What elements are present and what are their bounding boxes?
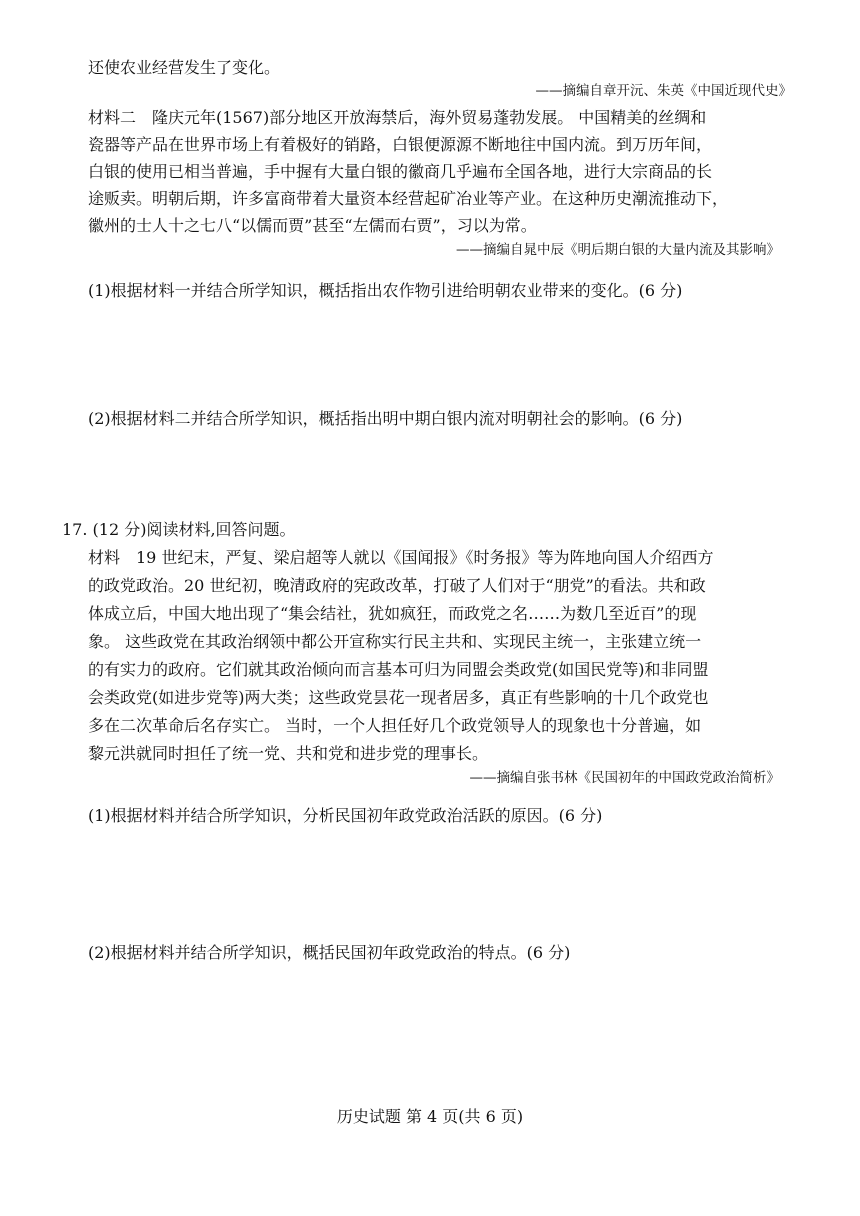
material2-line-1: 材料二 隆庆元年(1567)部分地区开放海禁后，海外贸易蓬勃发展。 中国精美的丝绸和 [88, 108, 707, 127]
q17-material-line-2: 的政党政治。20 世纪初，晚清政府的宪政改革，打破了人们对于“朋党”的看法。共和政 [88, 576, 706, 595]
material2-source: ——摘编自晁中辰《明后期白银的大量内流及其影响》 [456, 242, 780, 258]
material1-tail: 还使农业经营发生了变化。 [88, 58, 281, 77]
question-16-2: (2)根据材料二并结合所学知识，概括指出明中期白银内流对明朝社会的影响。(6 分) [88, 409, 683, 428]
material2-line-3: 白银的使用已相当普遍，手中握有大量白银的徽商几乎遍布全国各地，进行大宗商品的长 [88, 162, 713, 181]
q17-material-line-3: 体成立后，中国大地出现了“集会结社，犹如疯狂，而政党之名……为数几至近百”的现 [88, 604, 697, 623]
q17-material-source: ——摘编自张书林《民国初年的中国政党政治简析》 [469, 770, 780, 786]
material2-line-2: 瓷器等产品在世界市场上有着极好的销路，白银便源源不断地往中国内流。到万历年间， [88, 135, 713, 154]
q17-material-line-7: 多在二次革命后名存实亡。 当时，一个人担任好几个政党领导人的现象也十分普遍，如 [88, 716, 702, 735]
material2-line-5: 徽州的士人十之七八“以儒而贾”甚至“左儒而右贾”，习以为常。 [88, 216, 537, 235]
question-17-heading: 17. (12 分)阅读材料,回答问题。 [62, 520, 296, 539]
q17-material-line-4: 象。 这些政党在其政治纲领中都公开宣称实行民主共和、实现民主统一，主张建立统一 [88, 632, 702, 651]
q17-material-line-5: 的有实力的政府。它们就其政治倾向而言基本可归为同盟会类政党(如国民党等)和非同盟 [88, 660, 709, 679]
page-footer: 历史试题 第 4 页(共 6 页) [336, 1107, 524, 1126]
question-17-2: (2)根据材料并结合所学知识，概括民国初年政党政治的特点。(6 分) [88, 943, 571, 962]
q17-material-line-8: 黎元洪就同时担任了统一党、共和党和进步党的理事长。 [88, 744, 489, 763]
material1-source: ——摘编自章开沅、朱英《中国近现代史》 [535, 83, 792, 99]
question-17-1: (1)根据材料并结合所学知识，分析民国初年政党政治活跃的原因。(6 分) [88, 806, 603, 825]
q17-material-line-6: 会类政党(如进步党等)两大类；这些政党昙花一现者居多，真正有些影响的十几个政党也 [88, 688, 709, 707]
question-16-1: (1)根据材料一并结合所学知识，概括指出农作物引进给明朝农业带来的变化。(6 分) [88, 281, 683, 300]
material2-line-4: 途贩卖。明朝后期，许多富商带着大量资本经营起矿冶业等产业。在这种历史潮流推动下， [88, 189, 729, 208]
q17-material-line-1: 材料 19 世纪末，严复、梁启超等人就以《国闻报》《时务报》等为阵地向国人介绍西方 [88, 548, 714, 567]
